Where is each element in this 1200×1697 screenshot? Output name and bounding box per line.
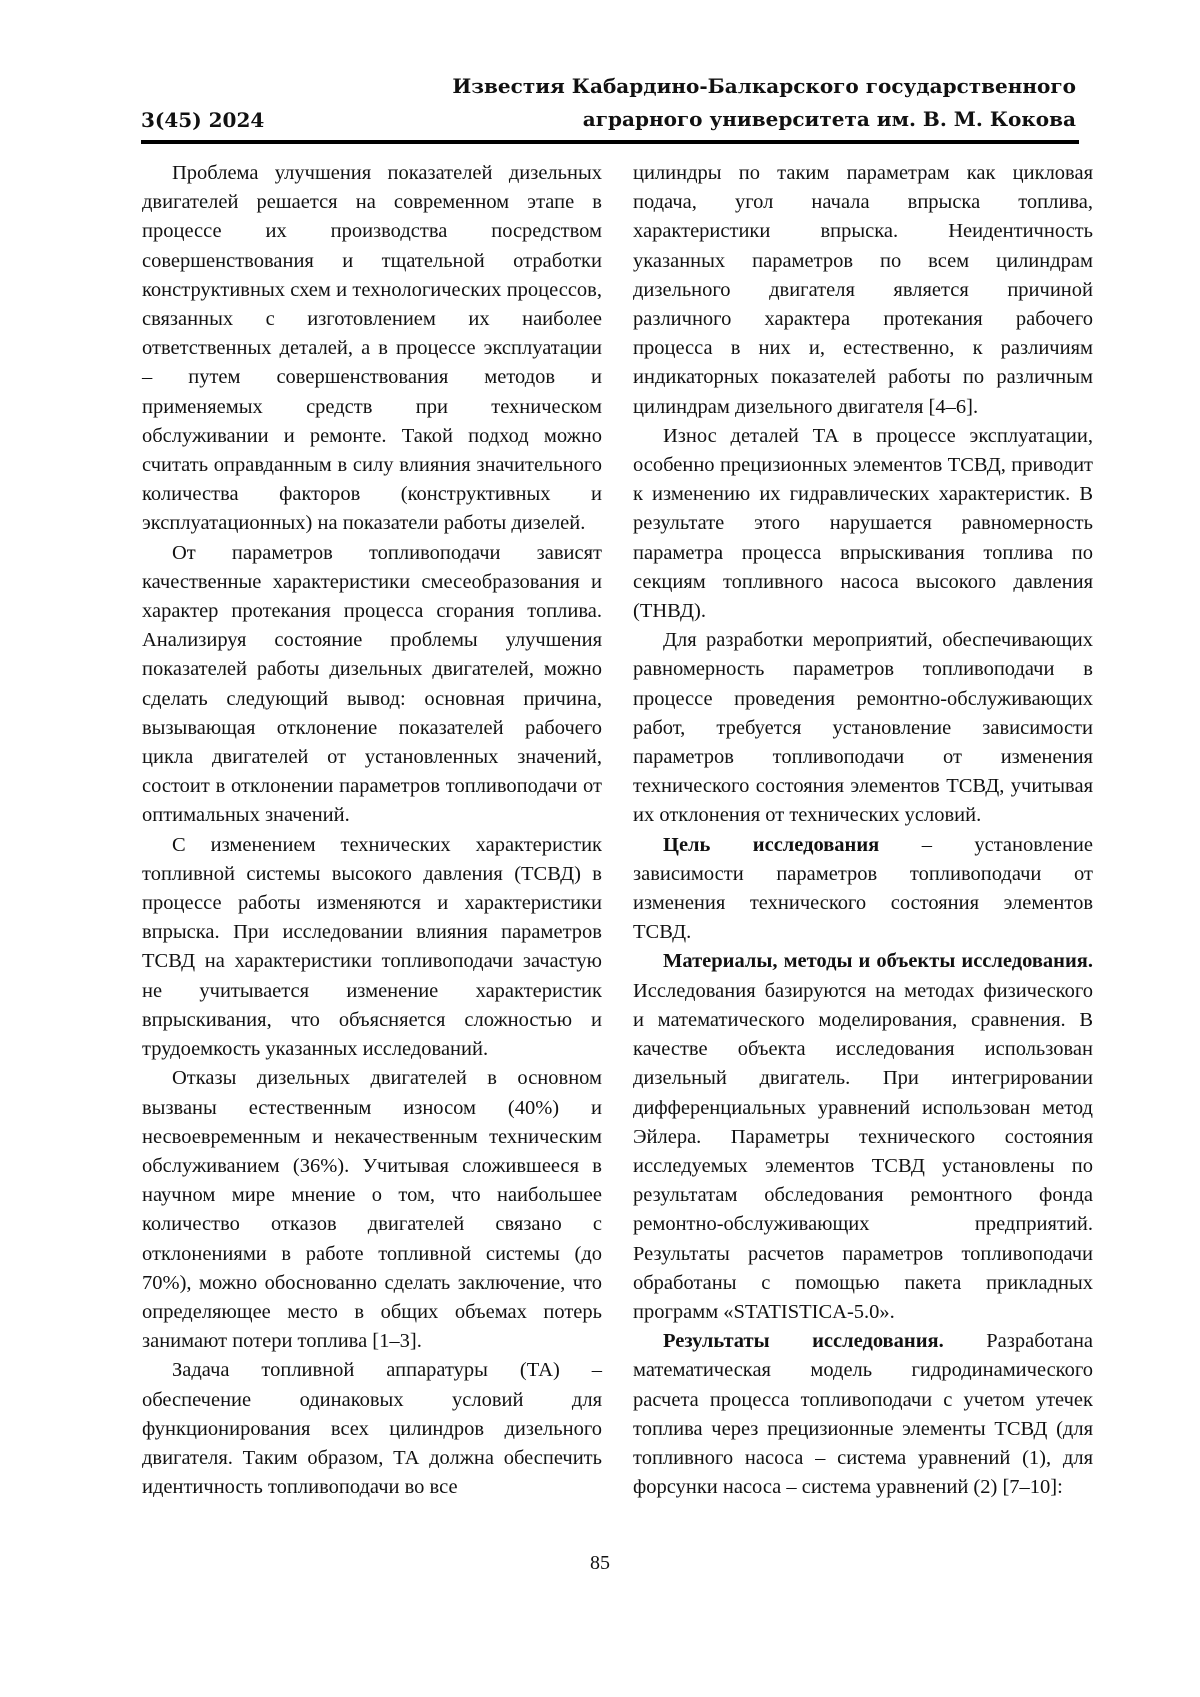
left-column — [142, 159, 602, 1502]
results-text: Разработана математическая модель гидродинамического расчета процесса топливоподачи с учетом утечек топлива через прецизионные элементы ТСВД (для топливного насоса – система уравнений (1), для форсунки насоса – система уравнений (2) [7–10]: — [633, 1330, 1094, 1499]
section-heading-results: Результаты исследования. — [663, 1330, 944, 1353]
header-rule — [141, 140, 1079, 144]
section-heading-goal: Цель исследования — [663, 833, 880, 856]
page-number: 85 — [590, 1552, 610, 1574]
goal-paragraph — [633, 831, 1093, 948]
paragraph: Отказы дизельных двигателей в основном вызваны естественным износом (40%) и несвоевременным и некачественным техническим обслуживанием (36%). Учитывая сложившееся в научном мире мнение о том, что наибольшее количество отказов двигателей связано с отклонениями в работе топливной системы (до 70%), можно обоснованно сделать заключение, что определяющее место в общих объемах потерь занимают потери топлива [1–3]. — [142, 1067, 602, 1353]
right-column — [633, 159, 1093, 1502]
paragraph: Износ деталей ТА в процессе эксплуатации, особенно прецизионных элементов ТСВД, приводит к изменению их гидравлических характеристик. В результате этого нарушается равномерность параметра процесса впрыскивания топлива по секциям топливного насоса высокого давления (ТНВД). — [633, 424, 1093, 623]
journal-title — [452, 70, 1076, 136]
section-heading-methods: Материалы, методы и объекты исследования. — [663, 950, 1093, 973]
methods-paragraph — [633, 947, 1093, 1327]
paragraph: Задача топливной аппаратуры (ТА) – обеспечение одинаковых условий для функционирования всех цилиндров дизельного двигателя. Таким образом, ТА должна обеспечить идентичность топливоподачи во все — [142, 1359, 602, 1499]
paragraph: От параметров топливоподачи зависят качественные характеристики смесеобразования и характер протекания процесса сгорания топлива. Анализируя состояние проблемы улучшения показателей работы дизельных двигателей, можно сделать следующий вывод: основная причина, вызывающая отклонение показателей рабочего цикла двигателей от установленных значений, состоит в отклонении параметров топливоподачи от оптимальных значений. — [142, 541, 602, 827]
paragraph-continued: цилиндры по таким параметрам как цикловая подача, угол начала впрыска топлива, характеристики впрыска. Неидентичность указанных параметров по всем цилиндрам дизельного двигателя является причиной различного характера протекания рабочего процесса в них и, естественно, к различиям индикаторных показателей работы по различным цилиндрам дизельного двигателя [4–6]. — [633, 162, 1093, 418]
paragraph: Для разработки мероприятий, обеспечивающих равномерность параметров топливоподачи в процессе проведения ремонтно-обслуживающих работ, требуется установление зависимости параметров топливоподачи от изменения технического состояния элементов ТСВД, учитывая их отклонения от технических условий. — [633, 629, 1093, 827]
journal-title-line-2: аграрного университета им. В. М. Кокова — [582, 107, 1076, 131]
paragraph: С изменением технических характеристик топливной системы высокого давления (ТСВД) в процессе работы изменяются и характеристики впрыска. При исследовании влияния параметров ТСВД на характеристики топливоподачи зачастую не учитывается изменение характеристик впрыскивания, что объясняется сложностью и трудоемкость указанных исследований. — [142, 833, 602, 1061]
journal-title-line-1: Известия Кабардино-Балкарского государственного — [452, 74, 1076, 98]
methods-text: Исследования базируются на методах физического и математического моделирования, сравнения. В качестве объекта исследования использован дизельный двигатель. При интегрировании дифференциальных уравнений использован метод Эйлера. Параметры технического состояния исследуемых элементов ТСВД установлены по результатам обследования ремонтного фонда ремонтно-обслуживающих предприятий. Результаты расчетов параметров топливоподачи обработаны с помощью пакета прикладных программ «STATISTICA-5.0». — [633, 979, 1093, 1323]
running-header — [141, 68, 1076, 144]
goal-text: – установление зависимости параметров топливоподачи от изменения технического состояния элементов ТСВД. — [633, 833, 1093, 944]
paragraph: Проблема улучшения показателей дизельных двигателей решается на современном этапе в процессе их производства посредством совершенствования и тщательной отработки конструктивных схем и технологических процессов, связанных с изготовлением их наиболее ответственных деталей, а в процессе эксплуатации – путем совершенствования методов и применяемых средств при техническом обслуживании и ремонте. Такой подход можно считать оправданным в силу влияния значительного количества факторов (конструктивных и эксплуатационных) на показатели работы дизелей. — [142, 162, 602, 535]
issue-number: 3(45) 2024 — [141, 108, 265, 132]
results-paragraph — [633, 1327, 1093, 1502]
